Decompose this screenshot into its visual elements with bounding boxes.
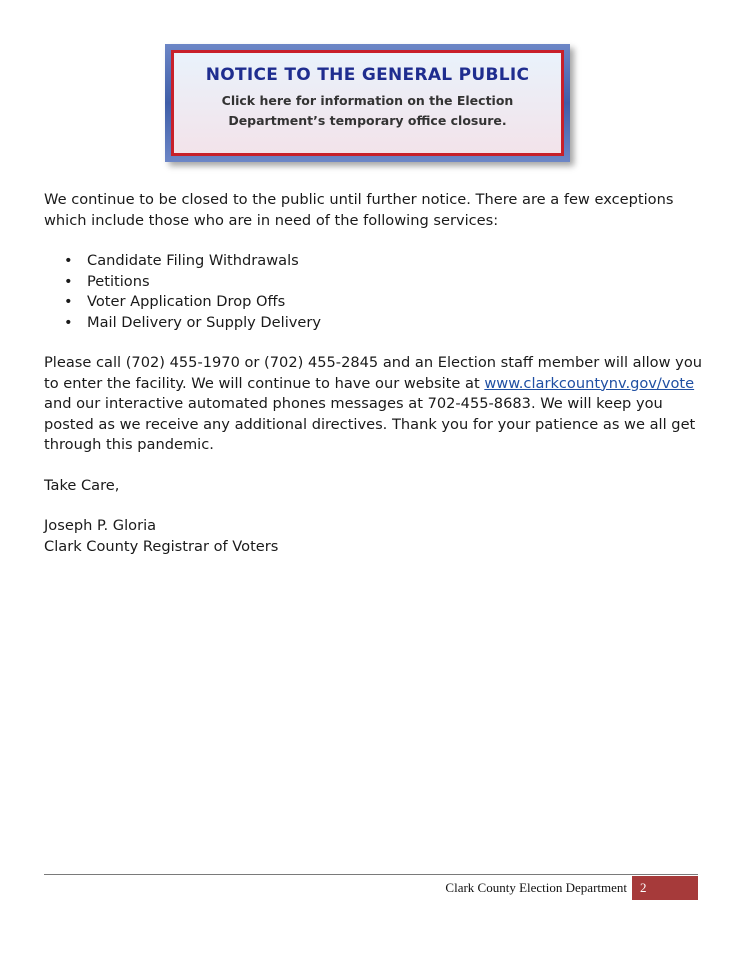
page-number: 2 [632,876,698,900]
list-item [64,251,704,272]
list-item [64,313,704,334]
footer-divider [44,874,698,875]
website-link[interactable]: www.clarkcountynv.gov/vote [484,374,695,392]
closing-line: Take Care, [44,476,120,494]
signature-title: Clark County Registrar of Voters [44,537,279,555]
signature-name: Joseph P. Gloria [44,517,157,534]
list-item [64,272,704,293]
spacer [44,456,704,476]
contact-paragraph [44,353,704,456]
notice-banner-line-1: Click here for information on the Election [221,93,514,108]
spacer [44,231,704,251]
intro-paragraph: We continue to be closed to the public until further notice. There are a few exceptions which include those who are in need of the following services: [44,191,674,229]
spacer [44,496,704,516]
bullet-icon: • [64,272,73,290]
footer-department: Clark County Election Department [445,880,627,895]
notice-banner-title: NOTICE TO THE GENERAL PUBLIC [205,65,530,85]
contact-text-after-link: and our interactive automated phones messages at 702-455-8683. We will keep you posted as we receive any additional directives. Thank you for your patience as we all get through this pandemic. [44,395,696,453]
bullet-icon: • [64,252,73,269]
service-label: Candidate Filing Withdrawals [87,252,299,269]
list-item [64,292,704,313]
notice-banner-inner[interactable] [171,50,564,156]
service-label: Petitions [87,272,150,290]
letter-body [44,190,704,557]
notice-banner[interactable] [165,44,570,162]
service-label: Voter Application Drop Offs [87,293,286,310]
spacer [44,333,704,353]
services-list [44,251,704,333]
service-label: Mail Delivery or Supply Delivery [87,313,322,331]
bullet-icon: • [64,313,73,331]
contact-text-before-link: Please call (702) 455-1970 or (702) 455-2845 and an Election staff member will allow you to enter the facility. We will continue to have our website at [44,354,703,392]
bullet-icon: • [64,293,73,310]
notice-banner-line-2: Department’s temporary office closure. [228,113,507,128]
